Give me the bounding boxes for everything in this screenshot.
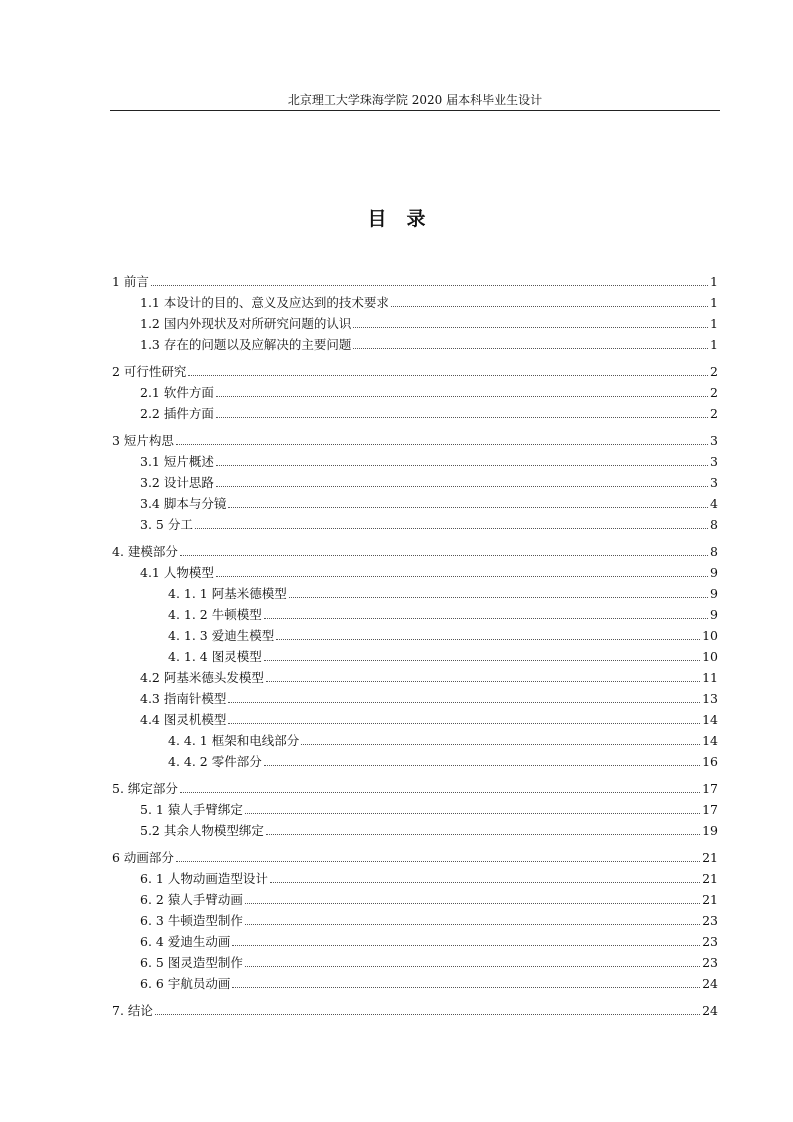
toc-leader-dots <box>245 965 700 967</box>
toc-entry-label: 4. 4. 2 零件部分 <box>168 754 262 769</box>
toc-entry-page: 1 <box>710 295 718 310</box>
toc-entry[interactable] <box>112 930 718 950</box>
toc-entry-label: 4.2 阿基米德头发模型 <box>140 670 264 685</box>
toc-entry[interactable] <box>112 333 718 353</box>
toc-entry[interactable] <box>112 909 718 929</box>
toc-entry-page: 4 <box>710 496 718 511</box>
header-rule <box>110 110 720 111</box>
toc-entry-label: 3. 5 分工 <box>140 517 193 532</box>
toc-entry-page: 11 <box>702 670 718 685</box>
toc-leader-dots <box>276 638 700 640</box>
toc-leader-dots <box>245 812 700 814</box>
toc-entry-page: 14 <box>702 712 718 727</box>
toc-leader-dots <box>301 743 700 745</box>
toc-leader-dots <box>216 464 708 466</box>
toc-entry[interactable] <box>112 291 718 311</box>
toc-entry[interactable] <box>112 471 718 491</box>
toc-entry-label: 6. 4 爱迪生动画 <box>140 934 231 949</box>
toc-entry-label: 3.4 脚本与分镜 <box>140 496 227 511</box>
toc-entry-page: 24 <box>702 976 718 991</box>
toc-entry[interactable] <box>112 708 718 728</box>
toc-entry-label: 4. 建模部分 <box>112 544 178 559</box>
toc-entry-label: 6. 5 图灵造型制作 <box>140 955 243 970</box>
toc-entry-label: 6. 2 猿人手臂动画 <box>140 892 243 907</box>
toc-entry-page: 19 <box>702 823 718 838</box>
toc-entry[interactable] <box>112 492 718 512</box>
toc-leader-dots <box>232 944 700 946</box>
toc-leader-dots <box>264 617 708 619</box>
toc-entry-page: 3 <box>710 433 718 448</box>
toc-entry-page: 17 <box>702 802 718 817</box>
toc-entry[interactable] <box>112 402 718 422</box>
toc-entry[interactable] <box>112 798 718 818</box>
toc-entry-page: 21 <box>702 892 718 907</box>
toc-entry[interactable] <box>112 867 718 887</box>
toc-entry[interactable] <box>112 381 718 401</box>
toc-entry-page: 8 <box>710 544 718 559</box>
toc-entry[interactable] <box>112 645 718 665</box>
toc-leader-dots <box>266 833 700 835</box>
toc-entry-page: 2 <box>710 385 718 400</box>
toc-entry[interactable] <box>112 999 718 1019</box>
toc-entry-page: 3 <box>710 475 718 490</box>
toc-entry-page: 10 <box>702 628 718 643</box>
toc-entry-label: 4. 1. 4 图灵模型 <box>168 649 262 664</box>
toc-leader-dots <box>188 374 708 376</box>
toc-entry[interactable] <box>112 729 718 749</box>
toc-entry-page: 8 <box>710 517 718 532</box>
toc-leader-dots <box>264 764 700 766</box>
toc-entry[interactable] <box>112 951 718 971</box>
toc-entry-page: 10 <box>702 649 718 664</box>
toc-entry-page: 24 <box>702 1003 718 1018</box>
toc-entry-label: 4.4 图灵机模型 <box>140 712 227 727</box>
toc-entry[interactable] <box>112 360 718 380</box>
toc-entry[interactable] <box>112 888 718 908</box>
toc-entry-label: 5.2 其余人物模型绑定 <box>140 823 264 838</box>
toc-entry-label: 4.1 人物模型 <box>140 565 214 580</box>
toc-leader-dots <box>245 923 700 925</box>
toc-entry[interactable] <box>112 750 718 770</box>
toc-entry-label: 4. 4. 1 框架和电线部分 <box>168 733 300 748</box>
toc-leader-dots <box>264 659 700 661</box>
toc-entry[interactable] <box>112 582 718 602</box>
toc-leader-dots <box>176 860 700 862</box>
toc-entry-label: 2.1 软件方面 <box>140 385 214 400</box>
toc-entry-label: 1 前言 <box>112 274 149 289</box>
toc-leader-dots <box>151 284 708 286</box>
toc-entry-label: 6. 6 宇航员动画 <box>140 976 231 991</box>
toc-leader-dots <box>216 416 708 418</box>
toc-leader-dots <box>391 305 708 307</box>
toc-entry-label: 1.2 国内外现状及对所研究问题的认识 <box>140 316 352 331</box>
toc-entry[interactable] <box>112 540 718 560</box>
toc-entry-page: 1 <box>710 337 718 352</box>
toc-entry-label: 4.3 指南针模型 <box>140 691 227 706</box>
toc-entry-label: 4. 1. 2 牛顿模型 <box>168 607 262 622</box>
toc-entry-label: 6 动画部分 <box>112 850 174 865</box>
toc-leader-dots <box>228 506 708 508</box>
toc-entry[interactable] <box>112 312 718 332</box>
toc-entry-page: 23 <box>702 955 718 970</box>
toc-entry[interactable] <box>112 561 718 581</box>
toc-entry[interactable] <box>112 429 718 449</box>
toc-leader-dots <box>353 347 708 349</box>
toc-entry[interactable] <box>112 777 718 797</box>
toc-entry-label: 3.1 短片概述 <box>140 454 214 469</box>
toc-entry-label: 5. 1 猿人手臂绑定 <box>140 802 243 817</box>
toc-leader-dots <box>176 443 708 445</box>
toc-entry-page: 13 <box>702 691 718 706</box>
page-header: 北京理工大学珠海学院 2020 届本科毕业生设计 <box>287 93 543 107</box>
toc-entry[interactable] <box>112 513 718 533</box>
toc-entry-label: 3 短片构思 <box>112 433 174 448</box>
toc-entry-page: 23 <box>702 913 718 928</box>
toc-entry-page: 2 <box>710 406 718 421</box>
toc-entry-label: 2.2 插件方面 <box>140 406 214 421</box>
toc-entry-label: 2 可行性研究 <box>112 364 187 379</box>
toc-entry-page: 1 <box>710 316 718 331</box>
toc-leader-dots <box>266 680 700 682</box>
toc-entry[interactable] <box>112 270 718 290</box>
toc-leader-dots <box>270 881 700 883</box>
toc-entry-page: 21 <box>702 850 718 865</box>
toc-leader-dots <box>180 554 708 556</box>
toc-entry-page: 16 <box>702 754 718 769</box>
toc-leader-dots <box>245 902 700 904</box>
toc-entry-label: 1.1 本设计的目的、意义及应达到的技术要求 <box>140 295 389 310</box>
toc-leader-dots <box>180 791 700 793</box>
toc-leader-dots <box>195 527 708 529</box>
toc-entry[interactable] <box>112 846 718 866</box>
toc-entry[interactable] <box>112 666 718 686</box>
toc-leader-dots <box>289 596 708 598</box>
toc-entry-label: 4. 1. 3 爱迪生模型 <box>168 628 275 643</box>
toc-entry-label: 7. 结论 <box>112 1003 153 1018</box>
toc-leader-dots <box>216 575 708 577</box>
toc-entry-page: 14 <box>702 733 718 748</box>
toc-leader-dots <box>155 1013 700 1015</box>
toc-entry[interactable] <box>112 450 718 470</box>
toc-entry-page: 9 <box>710 586 718 601</box>
toc-entry-page: 1 <box>710 274 718 289</box>
toc-entry[interactable] <box>112 972 718 992</box>
toc-entry[interactable] <box>112 819 718 839</box>
toc-entry-label: 6. 1 人物动画造型设计 <box>140 871 268 886</box>
toc-entry-label: 3.2 设计思路 <box>140 475 214 490</box>
toc-entry-page: 21 <box>702 871 718 886</box>
toc-leader-dots <box>232 986 700 988</box>
toc-leader-dots <box>228 701 700 703</box>
toc-entry-page: 17 <box>702 781 718 796</box>
toc-entry-label: 1.3 存在的问题以及应解决的主要问题 <box>140 337 352 352</box>
toc-title: 目录 <box>367 208 446 230</box>
toc-entry-label: 4. 1. 1 阿基米德模型 <box>168 586 287 601</box>
toc-leader-dots <box>216 395 708 397</box>
toc-entry[interactable] <box>112 603 718 623</box>
toc-entry[interactable] <box>112 624 718 644</box>
toc-entry-page: 9 <box>710 607 718 622</box>
toc-entry-page: 3 <box>710 454 718 469</box>
toc-leader-dots <box>228 722 700 724</box>
toc-entry-page: 2 <box>710 364 718 379</box>
toc-leader-dots <box>216 485 708 487</box>
toc-entry-page: 23 <box>702 934 718 949</box>
toc-entry-label: 5. 绑定部分 <box>112 781 178 796</box>
toc-entry-page: 9 <box>710 565 718 580</box>
toc-leader-dots <box>353 326 708 328</box>
toc-entry-label: 6. 3 牛顿造型制作 <box>140 913 243 928</box>
toc-entry[interactable] <box>112 687 718 707</box>
